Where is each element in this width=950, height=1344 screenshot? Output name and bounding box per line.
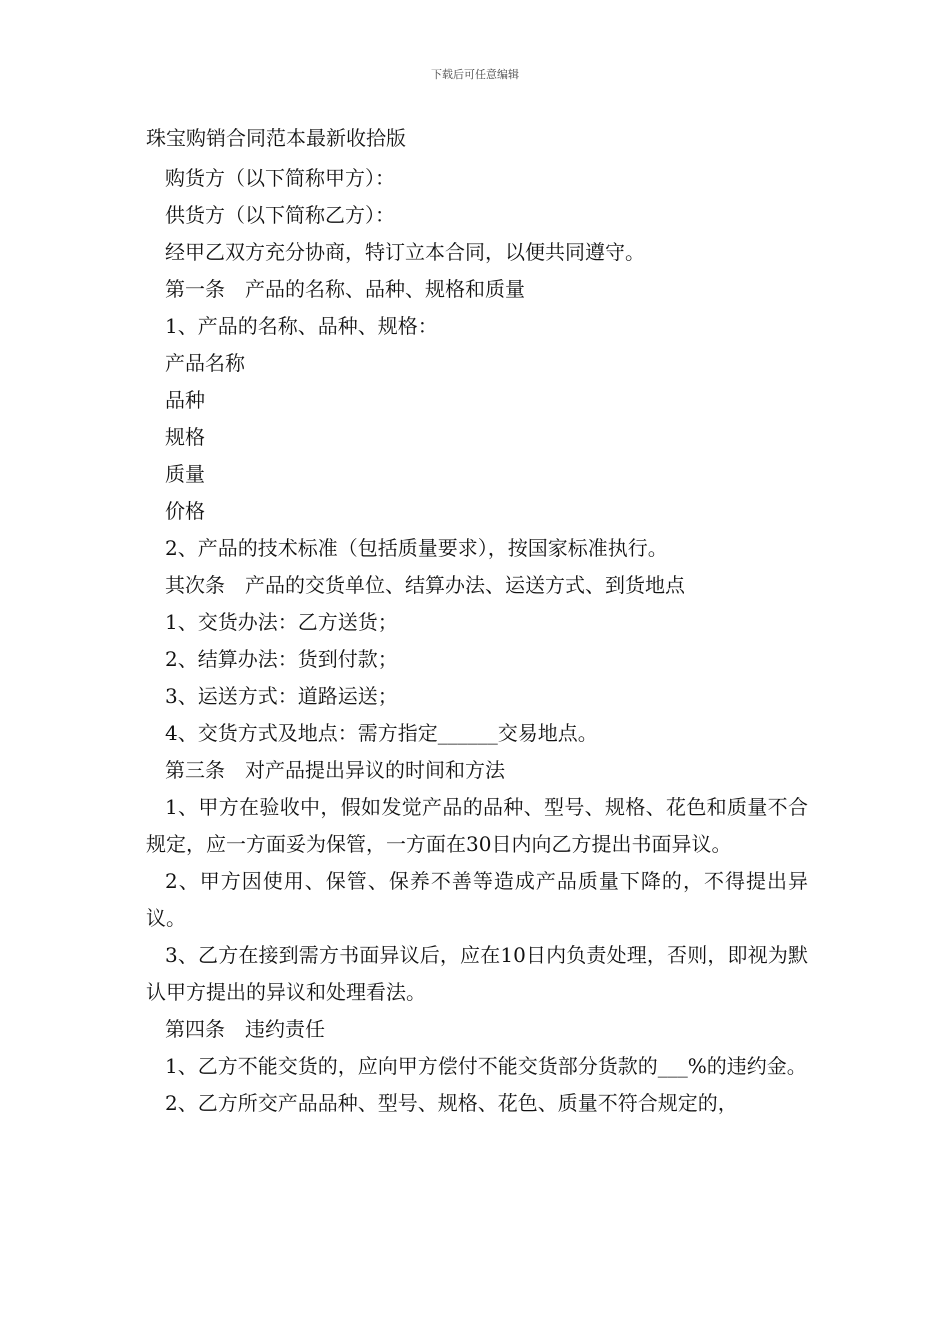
field-quality: 质量 (165, 462, 205, 486)
article1-item2: 2、产品的技术标准（包括质量要求），按国家标准执行。 (165, 536, 668, 560)
seller-line: 供货方（以下简称乙方）： (165, 203, 395, 227)
article2-item2: 2、结算办法：货到付款； (165, 647, 398, 671)
article3-item1: 1、甲方在验收中，假如发觉产品的品种、型号、规格、花色和质量不合规定，应一方面妥为保管，一方面在30日内向乙方提出书面异议。 (146, 795, 808, 856)
article2-item1: 1、交货办法：乙方送货； (165, 610, 398, 634)
article1-heading: 第一条 产品的名称、品种、规格和质量 (165, 277, 525, 301)
field-specification: 规格 (165, 425, 205, 449)
document-body (146, 160, 808, 1122)
document-title: 珠宝购销合同范本最新收拾版 (146, 126, 406, 150)
buyer-line: 购货方（以下简称甲方）： (165, 166, 395, 190)
page-header-note: 下载后可任意编辑 (431, 68, 519, 81)
article4-heading: 第四条 违约责任 (165, 1017, 325, 1041)
article4-item1: 1、乙方不能交货的，应向甲方偿付不能交货部分货款的___%的违约金。 (165, 1054, 807, 1078)
field-variety: 品种 (165, 388, 205, 412)
article2-item4: 4、交货方式及地点：需方指定______交易地点。 (165, 721, 598, 745)
article3-heading: 第三条 对产品提出异议的时间和方法 (165, 758, 505, 782)
article2-heading: 其次条 产品的交货单位、结算办法、运送方式、到货地点 (165, 573, 685, 597)
field-product-name: 产品名称 (165, 351, 245, 375)
article1-item1: 1、产品的名称、品种、规格： (165, 314, 438, 338)
article3-item3: 3、乙方在接到需方书面异议后，应在10日内负责处理，否则，即视为默认甲方提出的异议和处理看法。 (146, 943, 808, 1004)
field-price: 价格 (165, 499, 205, 523)
article3-item2: 2、甲方因使用、保管、保养不善等造成产品质量下降的，不得提出异议。 (146, 869, 808, 930)
article2-item3: 3、运送方式：道路运送； (165, 684, 398, 708)
preamble: 经甲乙双方充分协商，特订立本合同，以便共同遵守。 (165, 240, 645, 264)
article4-item2: 2、乙方所交产品品种、型号、规格、花色、质量不符合规定的， (165, 1091, 738, 1115)
